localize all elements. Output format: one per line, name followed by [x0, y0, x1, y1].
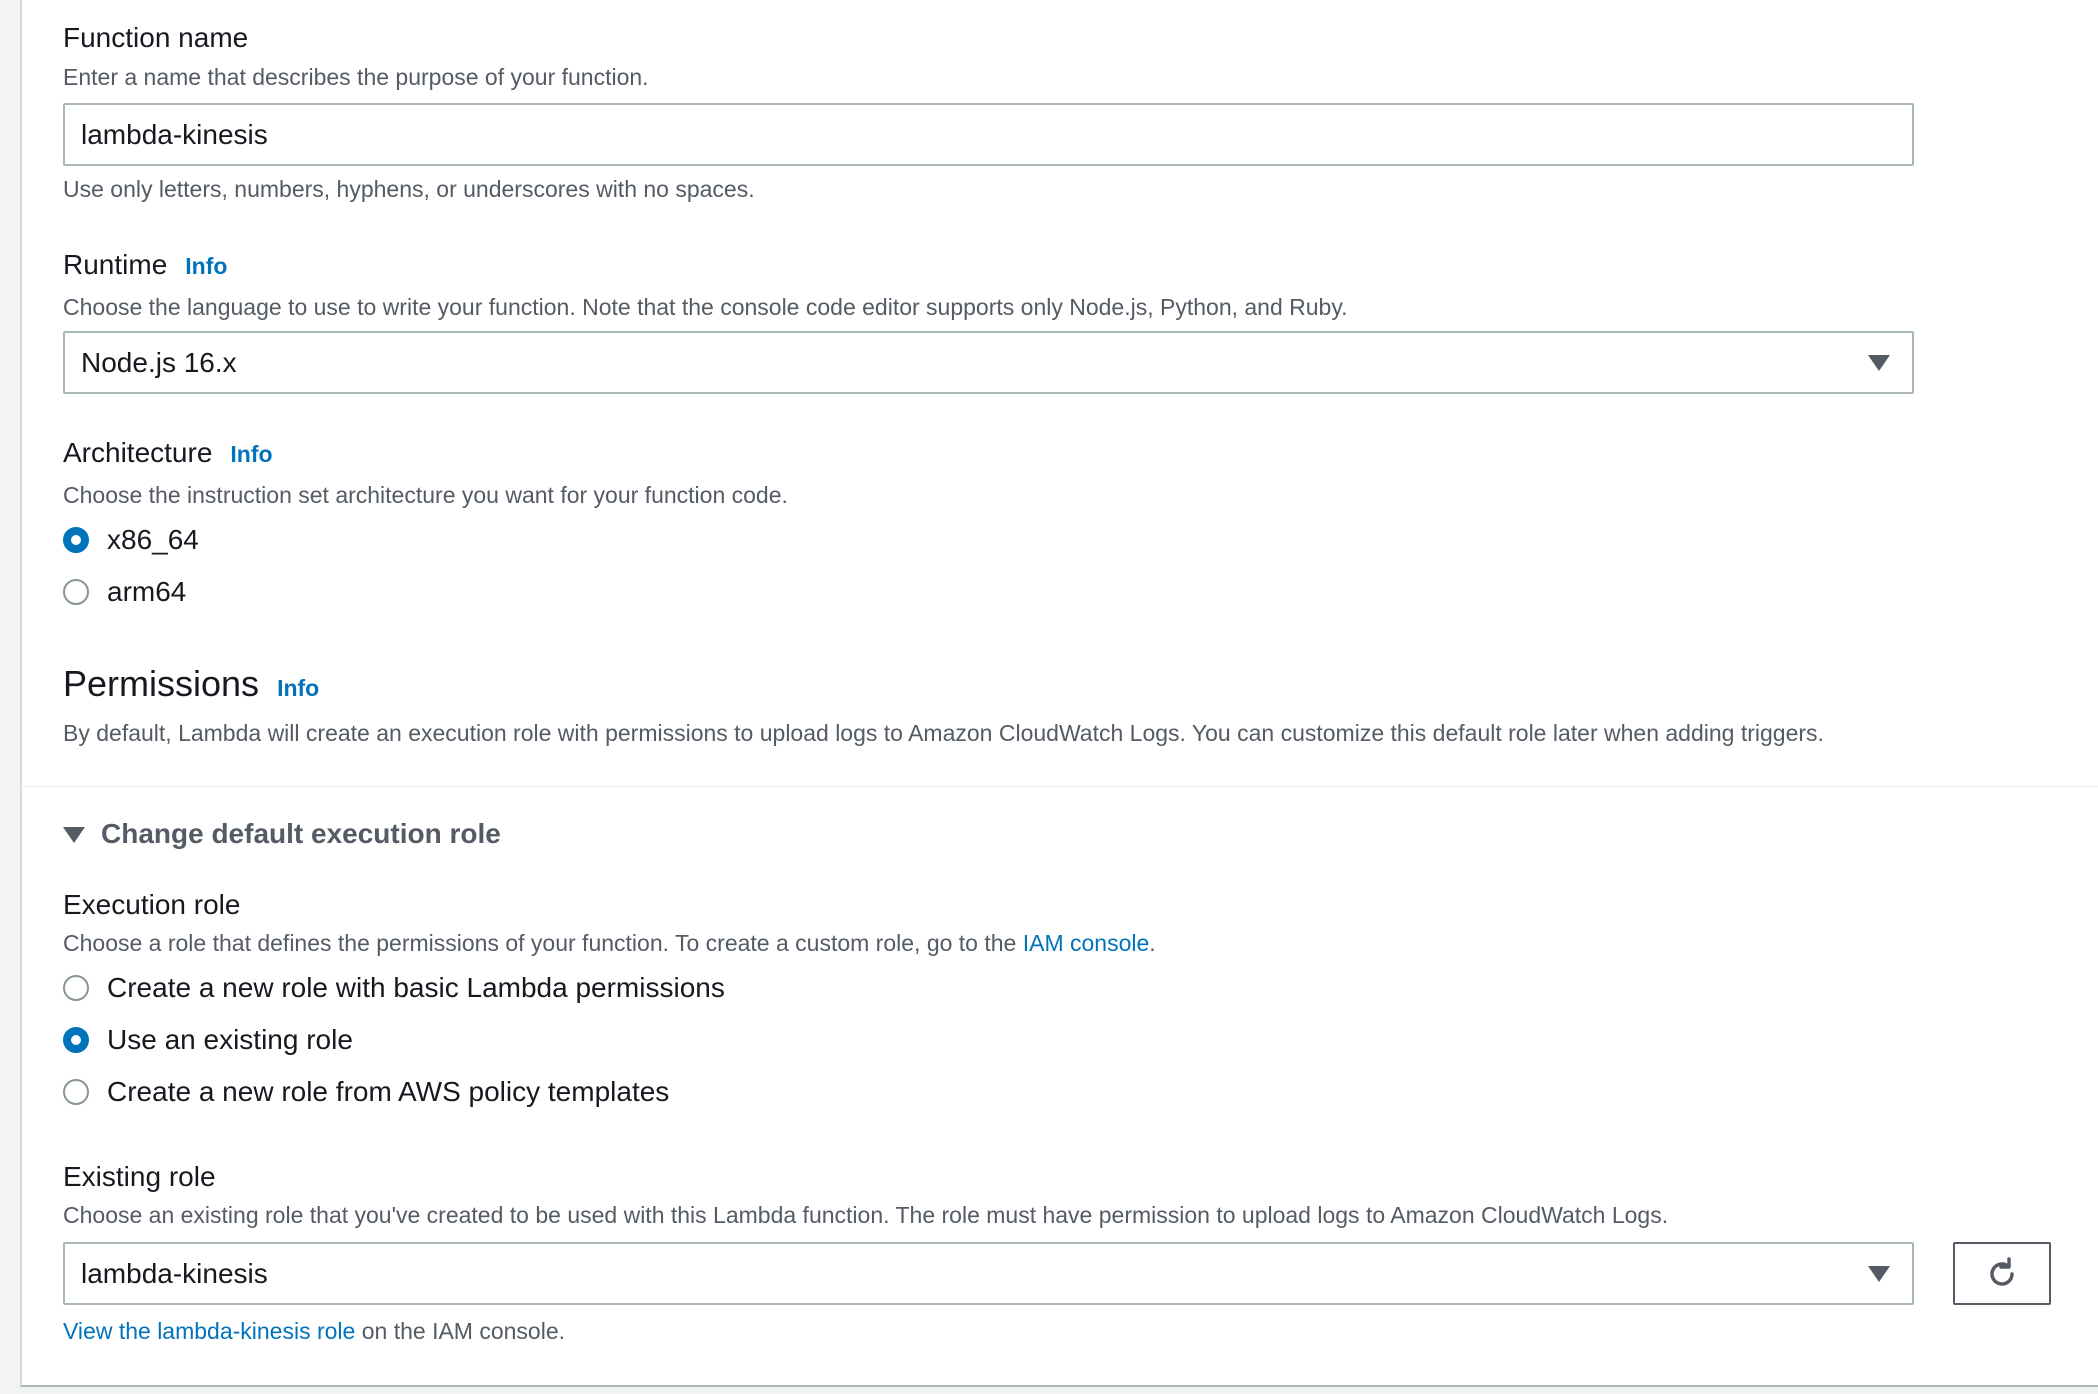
change-execution-role-toggle[interactable]: [63, 818, 501, 850]
caret-down-icon: [1868, 355, 1890, 371]
change-execution-role-label: Change default execution role: [101, 818, 501, 849]
function-name-description: Enter a name that describes the purpose of your function.: [63, 64, 649, 90]
permissions-header: [63, 663, 319, 705]
create-function-panel: [20, 0, 2098, 1387]
existing-role-select[interactable]: [63, 1242, 1914, 1305]
radio-button[interactable]: [63, 975, 89, 1001]
architecture-info-link[interactable]: Info: [230, 441, 273, 467]
runtime-description: Choose the language to use to write your function. Note that the console code editor supports only Node.js, Python, and Ruby.: [63, 294, 1348, 320]
caret-down-icon: [63, 827, 85, 843]
view-role-line: [63, 1318, 565, 1345]
runtime-label: Runtime: [63, 249, 168, 280]
permissions-description: By default, Lambda will create an execution role with permissions to upload logs to Amazon CloudWatch Logs. You can customize this default role later when adding triggers.: [63, 720, 1824, 746]
execution-role-option-existing[interactable]: [63, 1024, 353, 1056]
radio-button-checked[interactable]: [63, 527, 89, 553]
architecture-label: Architecture: [63, 437, 213, 468]
permissions-heading: Permissions: [63, 663, 260, 704]
radio-button-checked[interactable]: [63, 1027, 89, 1053]
execution-role-label: Execution role: [63, 889, 241, 920]
architecture-option-x86[interactable]: [63, 524, 199, 556]
function-name-input[interactable]: [63, 103, 1914, 166]
iam-console-link[interactable]: IAM console: [1022, 930, 1150, 956]
function-name-label: Function name: [63, 22, 249, 53]
architecture-option-label: x86_64: [107, 524, 199, 555]
architecture-description: Choose the instruction set architecture you want for your function code.: [63, 482, 788, 508]
view-role-suffix: on the IAM console.: [355, 1318, 566, 1344]
function-name-value: lambda-kinesis: [81, 118, 268, 150]
view-role-link[interactable]: View the lambda-kinesis role: [63, 1318, 356, 1344]
architecture-option-label: arm64: [107, 576, 187, 607]
existing-role-label: Existing role: [63, 1161, 216, 1192]
architecture-option-arm64[interactable]: [63, 576, 186, 608]
architecture-header: [63, 437, 273, 469]
radio-button[interactable]: [63, 1079, 89, 1105]
caret-down-icon: [1868, 1266, 1890, 1282]
refresh-roles-button[interactable]: [1953, 1242, 2051, 1305]
existing-role-description: Choose an existing role that you've created to be used with this Lambda function. The role must have permission to upload logs to Amazon CloudWatch Logs.: [63, 1202, 1669, 1228]
runtime-header: [63, 249, 227, 281]
execution-role-description-text: Choose a role that defines the permissions of your function. To create a custom role, go to the: [63, 930, 1023, 956]
runtime-selected-value: Node.js 16.x: [81, 346, 237, 378]
execution-role-option-label: Use an existing role: [107, 1024, 353, 1055]
section-divider: [22, 786, 2098, 787]
execution-role-description: [63, 930, 1156, 957]
execution-role-option-label: Create a new role with basic Lambda permissions: [107, 972, 725, 1003]
function-name-constraint: Use only letters, numbers, hyphens, or underscores with no spaces.: [63, 176, 755, 202]
refresh-icon: [1984, 1256, 2020, 1292]
execution-role-option-label: Create a new role from AWS policy templates: [107, 1076, 670, 1107]
radio-button[interactable]: [63, 579, 89, 605]
execution-role-description-suffix: .: [1149, 930, 1156, 956]
permissions-info-link[interactable]: Info: [277, 675, 320, 701]
runtime-info-link[interactable]: Info: [185, 253, 228, 279]
execution-role-option-new-basic[interactable]: [63, 972, 725, 1004]
existing-role-selected-value: lambda-kinesis: [81, 1257, 268, 1289]
execution-role-option-policy-templates[interactable]: [63, 1076, 669, 1108]
runtime-select[interactable]: [63, 331, 1914, 394]
